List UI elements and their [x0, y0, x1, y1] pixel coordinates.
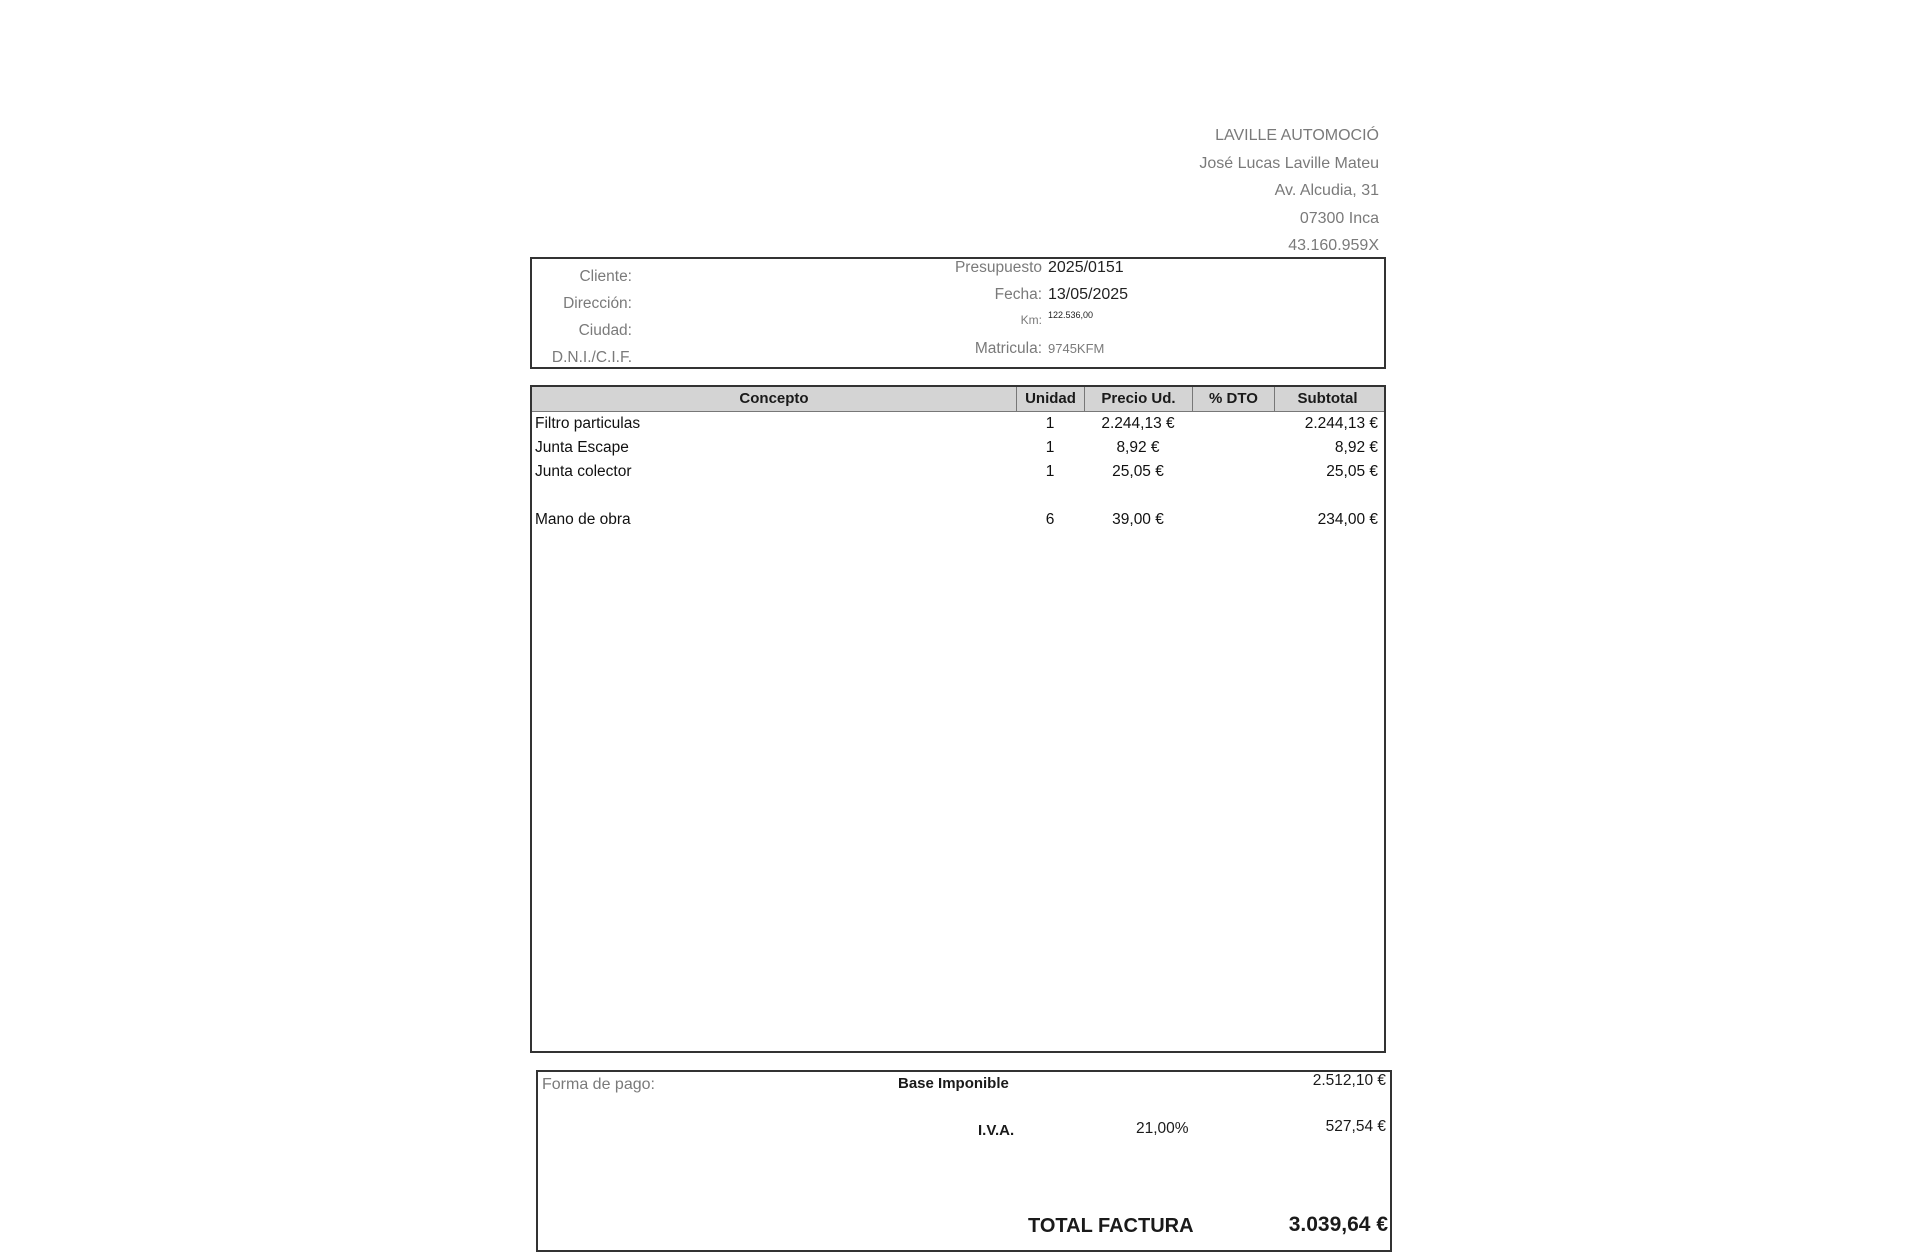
- budget-label: Presupuesto: [954, 259, 1042, 276]
- company-header: [1199, 122, 1379, 260]
- cell-dto: [1192, 436, 1274, 460]
- cell-concepto: Junta colector: [535, 463, 632, 480]
- date-value: 13/05/2025: [1048, 286, 1129, 303]
- table-row: [532, 508, 1384, 532]
- cell-precio: 39,00 €: [1112, 511, 1164, 528]
- client-labels: [532, 263, 632, 371]
- items-table: [530, 385, 1386, 1053]
- document-info: [848, 259, 1148, 367]
- header-subtotal: Subtotal: [1274, 387, 1380, 411]
- tax-id-label: D.N.I./C.I.F.: [551, 349, 632, 366]
- plate-row: [848, 340, 1148, 367]
- cell-subtotal: 8,92 €: [1334, 439, 1378, 456]
- table-row: [532, 460, 1384, 484]
- cell-unidad: 1: [1045, 463, 1055, 480]
- cell-unidad: 1: [1045, 415, 1055, 432]
- address-label: Dirección:: [563, 295, 632, 312]
- company-owner: José Lucas Laville Mateu: [1199, 154, 1379, 172]
- table-row: [532, 436, 1384, 460]
- date-label: Fecha:: [994, 286, 1042, 303]
- cell-unidad: 1: [1045, 439, 1055, 456]
- cell-concepto: Mano de obra: [535, 511, 631, 528]
- header-concepto: Concepto: [739, 390, 809, 407]
- tax-base-value: 2.512,10 €: [1312, 1072, 1386, 1089]
- table-row: [532, 412, 1384, 436]
- vat-value: 527,54 €: [1325, 1118, 1386, 1135]
- company-tax-id: 43.160.959X: [1288, 237, 1379, 254]
- client-label: Cliente:: [579, 268, 632, 285]
- km-row: [848, 310, 1148, 340]
- client-info-box: [530, 257, 1386, 369]
- budget-row: [848, 259, 1148, 286]
- cell-dto: [1192, 412, 1274, 436]
- tax-base-label: Base Imponible: [898, 1075, 1009, 1092]
- total-value: 3.039,64 €: [1288, 1213, 1388, 1236]
- plate-value: 9745KFM: [1048, 341, 1105, 356]
- cell-unidad: 6: [1045, 511, 1055, 528]
- cell-precio: 8,92 €: [1116, 439, 1160, 456]
- cell-precio: 2.244,13 €: [1101, 415, 1175, 432]
- cell-dto: [1192, 508, 1274, 532]
- payment-method-label: Forma de pago:: [542, 1076, 655, 1093]
- totals-box: [536, 1070, 1392, 1252]
- row-spacer: [532, 484, 1384, 508]
- cell-precio: 25,05 €: [1112, 463, 1164, 480]
- km-label: Km:: [1020, 313, 1042, 327]
- company-name: LAVILLE AUTOMOCIÓ: [1215, 127, 1379, 144]
- header-precio: Precio Ud.: [1084, 387, 1192, 411]
- date-row: [848, 286, 1148, 313]
- vat-rate: 21,00%: [1136, 1120, 1189, 1137]
- cell-concepto: Junta Escape: [535, 439, 629, 456]
- budget-value: 2025/0151: [1048, 259, 1124, 276]
- cell-subtotal: 25,05 €: [1326, 463, 1378, 480]
- cell-subtotal: 234,00 €: [1317, 511, 1378, 528]
- cell-dto: [1192, 460, 1274, 484]
- items-table-header: [532, 387, 1384, 412]
- header-unidad: Unidad: [1016, 387, 1084, 411]
- total-label: TOTAL FACTURA: [1028, 1215, 1194, 1237]
- header-dto: % DTO: [1192, 387, 1274, 411]
- km-value: 122.536,00: [1048, 310, 1094, 320]
- company-city: 07300 Inca: [1299, 209, 1379, 227]
- plate-label: Matricula:: [974, 340, 1042, 357]
- vat-label: I.V.A.: [978, 1122, 1015, 1139]
- cell-subtotal: 2.244,13 €: [1304, 415, 1378, 432]
- cell-concepto: Filtro particulas: [535, 415, 641, 432]
- company-address: Av. Alcudia, 31: [1274, 182, 1379, 199]
- city-label: Ciudad:: [578, 322, 632, 339]
